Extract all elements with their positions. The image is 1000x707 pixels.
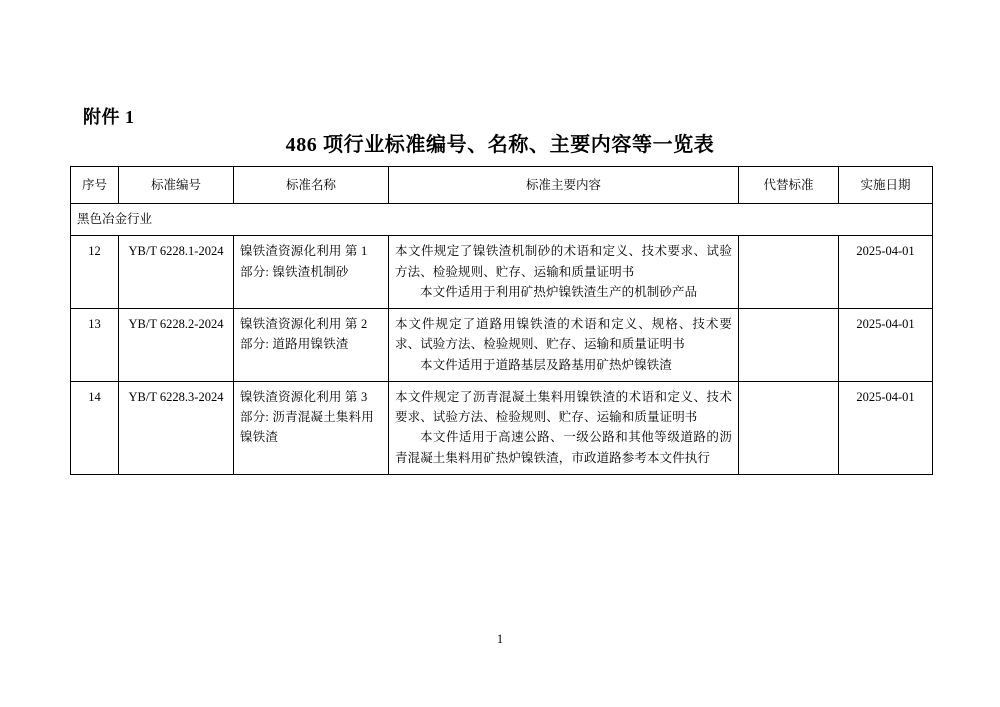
column-header-date: 实施日期 <box>839 167 933 204</box>
standards-table <box>70 166 933 475</box>
content-paragraph: 本文件规定了镍铁渣机制砂的术语和定义、技术要求、试验方法、检验规则、贮存、运输和质量证明书 <box>395 244 732 279</box>
cell-content <box>389 236 739 309</box>
table-section-row <box>71 204 933 236</box>
table-row <box>71 309 933 382</box>
cell-replace <box>739 381 839 474</box>
table-row <box>71 236 933 309</box>
content-paragraph: 本文件适用于道路基层及路基用矿热炉镍铁渣 <box>420 357 673 372</box>
column-header-replace: 代替标准 <box>739 167 839 204</box>
content-paragraph: 本文件适用于利用矿热炉镍铁渣生产的机制砂产品 <box>420 284 698 299</box>
cell-seq: 14 <box>71 381 119 474</box>
table-row <box>71 381 933 474</box>
cell-date: 2025-04-01 <box>839 236 933 309</box>
column-header-seq: 序号 <box>71 167 119 204</box>
cell-replace <box>739 309 839 382</box>
cell-name: 镍铁渣资源化利用 第 1 部分: 镍铁渣机制砂 <box>234 236 389 309</box>
table-body <box>71 204 933 475</box>
cell-name: 镍铁渣资源化利用 第 3 部分: 沥青混凝土集料用镍铁渣 <box>234 381 389 474</box>
cell-seq: 12 <box>71 236 119 309</box>
content-paragraph: 本文件规定了沥青混凝土集料用镍铁渣的术语和定义、技术要求、试验方法、检验规则、贮存、运输和质量证明书 <box>395 389 732 424</box>
content-paragraph: 本文件规定了道路用镍铁渣的术语和定义、规格、技术要求、试验方法、检验规则、贮存、运输和质量证明书 <box>395 317 732 352</box>
content-paragraph: 本文件适用于高速公路、一级公路和其他等级道路的沥青混凝土集料用矿热炉镍铁渣，市政道路参考本文件执行 <box>395 430 732 465</box>
cell-replace <box>739 236 839 309</box>
cell-code: YB/T 6228.3-2024 <box>119 381 234 474</box>
page-title: 486 项行业标准编号、名称、主要内容等一览表 <box>285 134 715 156</box>
cell-date: 2025-04-01 <box>839 309 933 382</box>
table-header-row <box>71 167 933 204</box>
cell-code: YB/T 6228.2-2024 <box>119 309 234 382</box>
cell-code: YB/T 6228.1-2024 <box>119 236 234 309</box>
column-header-content: 标准主要内容 <box>389 167 739 204</box>
table-header <box>71 167 933 204</box>
page-number: 1 <box>496 632 504 646</box>
cell-content <box>389 309 739 382</box>
column-header-name: 标准名称 <box>234 167 389 204</box>
cell-seq: 13 <box>71 309 119 382</box>
column-header-code: 标准编号 <box>119 167 234 204</box>
cell-name: 镍铁渣资源化利用 第 2 部分: 道路用镍铁渣 <box>234 309 389 382</box>
cell-content <box>389 381 739 474</box>
cell-date: 2025-04-01 <box>839 381 933 474</box>
attachment-label: 附件 1 <box>83 107 135 127</box>
section-title: 黑色冶金行业 <box>71 204 933 236</box>
